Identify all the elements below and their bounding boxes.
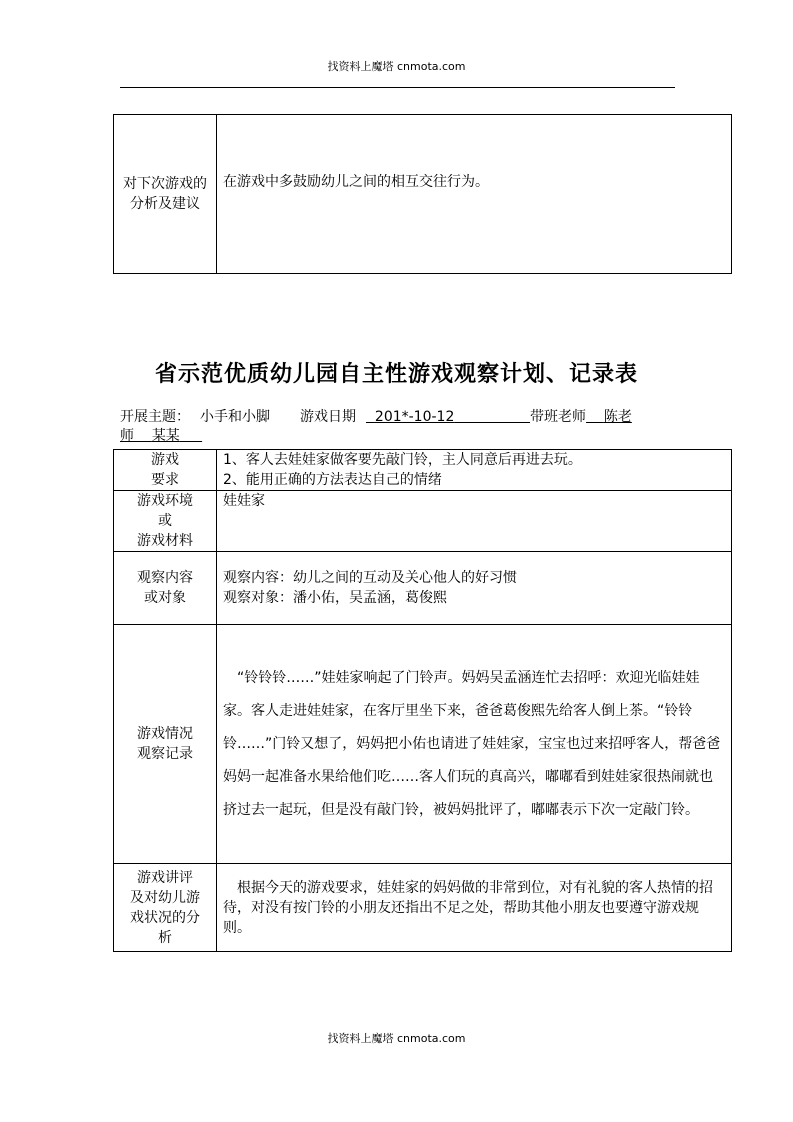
- previous-analysis-value: 在游戏中多鼓励幼儿之间的相互交往行为。: [217, 115, 732, 274]
- table-row-analysis: [114, 864, 732, 952]
- record-value: “铃铃铃……”娃娃家响起了门铃声。妈妈吴孟涵连忙去招呼：欢迎光临娃娃家。客人走进娃娃家，在客厅里坐下来，爸爸葛俊熙先给客人倒上茶。“铃铃铃……”门铃又想了，妈妈把小佑也请进了娃娃家，宝宝也过来招呼客人，帮爸爸妈妈一起准备水果给他们吃……客人们玩的真高兴，嘟嘟看到娃娃家很热闹就也挤过去一起玩，但是没有敲门铃，被妈妈批评了，嘟嘟表示下次一定敲门铃。: [217, 625, 732, 864]
- environment-value: 娃娃家: [217, 491, 732, 552]
- requirement-label: 游戏 要求: [114, 450, 217, 491]
- page-title: 省示范优质幼儿园自主性游戏观察计划、记录表: [154, 361, 638, 387]
- previous-analysis-label: 对下次游戏的分析及建议: [114, 115, 217, 274]
- table-row-requirement: [114, 450, 732, 491]
- record-label: 游戏情况 观察记录: [114, 625, 217, 864]
- table-row-observation: [114, 552, 732, 625]
- theme-label: 开展主题：: [120, 409, 190, 425]
- teacher-value-1: 陈老: [603, 409, 632, 425]
- theme-value: 小手和小脚: [200, 409, 270, 425]
- date-value: 201*-10-12: [374, 409, 455, 425]
- header-divider: [120, 87, 675, 88]
- analysis-label: 游戏讲评 及对幼儿游 戏状况的分 析: [114, 864, 217, 952]
- environment-label: 游戏环境 或 游戏材料: [114, 491, 217, 552]
- analysis-value: 根据今天的游戏要求，娃娃家的妈妈做的非常到位，对有礼貌的客人热情的招待，对没有按门铃的小朋友还指出不足之处，帮助其他小朋友也要遵守游戏规则。: [217, 864, 732, 952]
- observation-label: 观察内容 或对象: [114, 552, 217, 625]
- observation-table: [113, 449, 732, 952]
- table-row-record: [114, 625, 732, 864]
- observation-value: 观察内容：幼儿之间的互动及关心他人的好习惯 观察对象：潘小佑，吴孟涵，葛俊熙: [217, 552, 732, 625]
- teacher-value-2: 师 某某: [120, 428, 180, 444]
- game-info-line: [120, 408, 680, 446]
- page-footer: 找资料上魔塔 cnmota.com: [327, 1032, 466, 1045]
- teacher-label: 带班老师: [530, 409, 587, 425]
- table-row-environment: [114, 491, 732, 552]
- requirement-value: 1、客人去娃娃家做客要先敲门铃，主人同意后再进去玩。 2、能用正确的方法表达自己的情绪: [217, 450, 732, 491]
- date-label: 游戏日期: [300, 409, 356, 425]
- previous-analysis-table: [113, 114, 732, 274]
- page-header: 找资料上魔塔 cnmota.com: [327, 60, 466, 73]
